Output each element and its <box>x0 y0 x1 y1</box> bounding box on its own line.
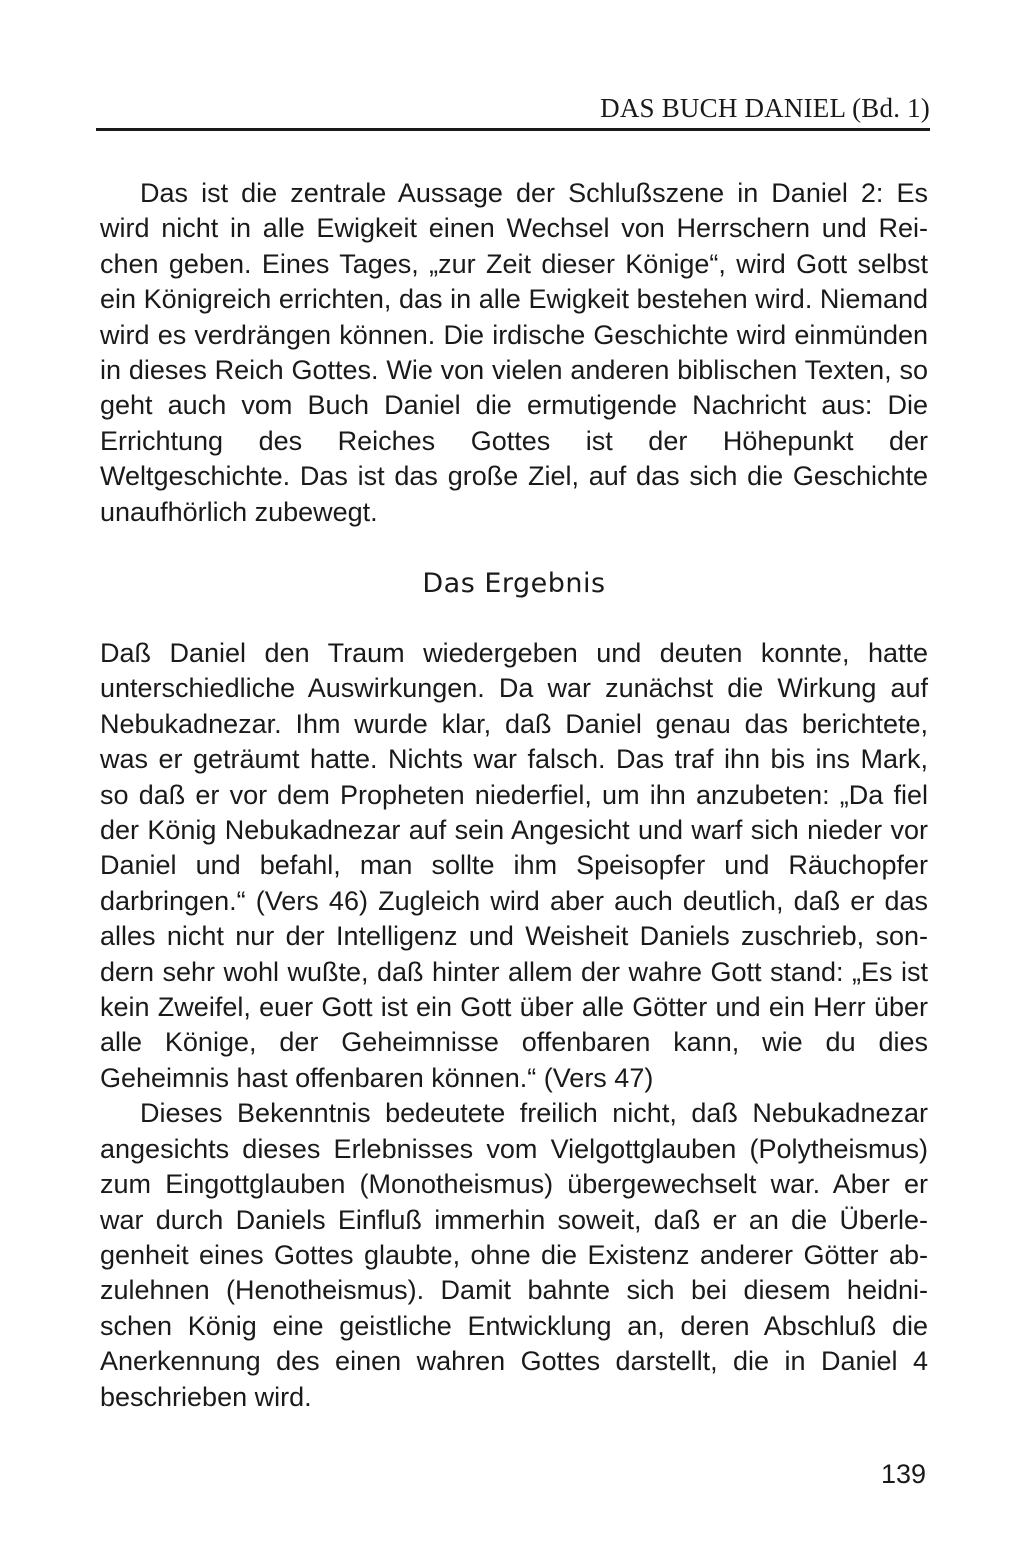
page-number: 139 <box>880 1459 926 1489</box>
paragraph-3: Dieses Bekenntnis bedeutete freilich nicht, daß Nebukadnezar angesichts dieses Erlebnisses vom Vielgottglauben (Polytheismus) zum Eingottglauben (Monotheismus) übergewechselt war. Aber er war durch Daniels Einfluß immerhin soweit, daß er an die Überlegenheit eines Gottes glaubte, ohne die Existenz anderer Götter abzulehnen (Henotheismus). Damit bahnte sich bei diesem heidnischen König eine geistliche Entwicklung an, deren Abschluß die Anerkennung des einen wahren Gottes darstellt, die in Daniel 4 beschrieben wird. <box>100 1098 928 1412</box>
text-block-upper <box>100 176 928 530</box>
running-title: DAS BUCH DANIEL (Bd. 1) <box>600 93 930 123</box>
paragraph-2: Daß Daniel den Traum wiedergeben und deuten konnte, hatte unterschiedliche Auswirkungen. Da war zunächst die Wirkung auf Nebukadnezar. Ihm wurde klar, daß Daniel genau das berichtete, was er geträumt hatte. Nichts war falsch. Das traf ihn bis ins Mark, so daß er vor dem Propheten niederfiel, um ihn anzubeten: „Da fiel der König Nebukadnezar auf sein Angesicht und warf sich nieder vor Daniel und befahl, man sollte ihm Speisopfer und Räuchopfer darbringen.“ (Vers 46) Zugleich wird aber auch deutlich, daß er das alles nicht nur der Intelligenz und Weisheit Daniels zuschrieb, sondern sehr wohl wußte, daß hinter allem der wahre Gott stand: „Es ist kein Zweifel, euer Gott ist ein Gott über alle Götter und ein Herr über alle Könige, der Geheimnisse offenbaren kann, wie du dies Geheimnis hast offenbaren können.“ (Vers 47) <box>100 638 928 1093</box>
header-rule <box>96 128 930 131</box>
text-block-lower <box>100 636 928 1415</box>
section-heading: Das Ergebnis <box>422 568 606 599</box>
paragraph-1: Das ist die zentrale Aussage der Schlußszene in Daniel 2: Es wird nicht in alle Ewigkeit einen Wechsel von Herrschern und Reichen geben. Eines Tages, „zur Zeit dieser Könige“, wird Gott selbst ein Königreich errichten, das in alle Ewigkeit bestehen wird. Niemand wird es verdrängen können. Die irdische Geschichte wird einmünden in dieses Reich Gottes. Wie von vielen anderen biblischen Texten, so geht auch vom Buch Daniel die ermutigende Nachricht aus: Die Errichtung des Reiches Gottes ist der Höhepunkt der Weltgeschichte. Das ist das große Ziel, auf das sich die Geschichte unaufhörlich zubewegt. <box>100 178 928 527</box>
